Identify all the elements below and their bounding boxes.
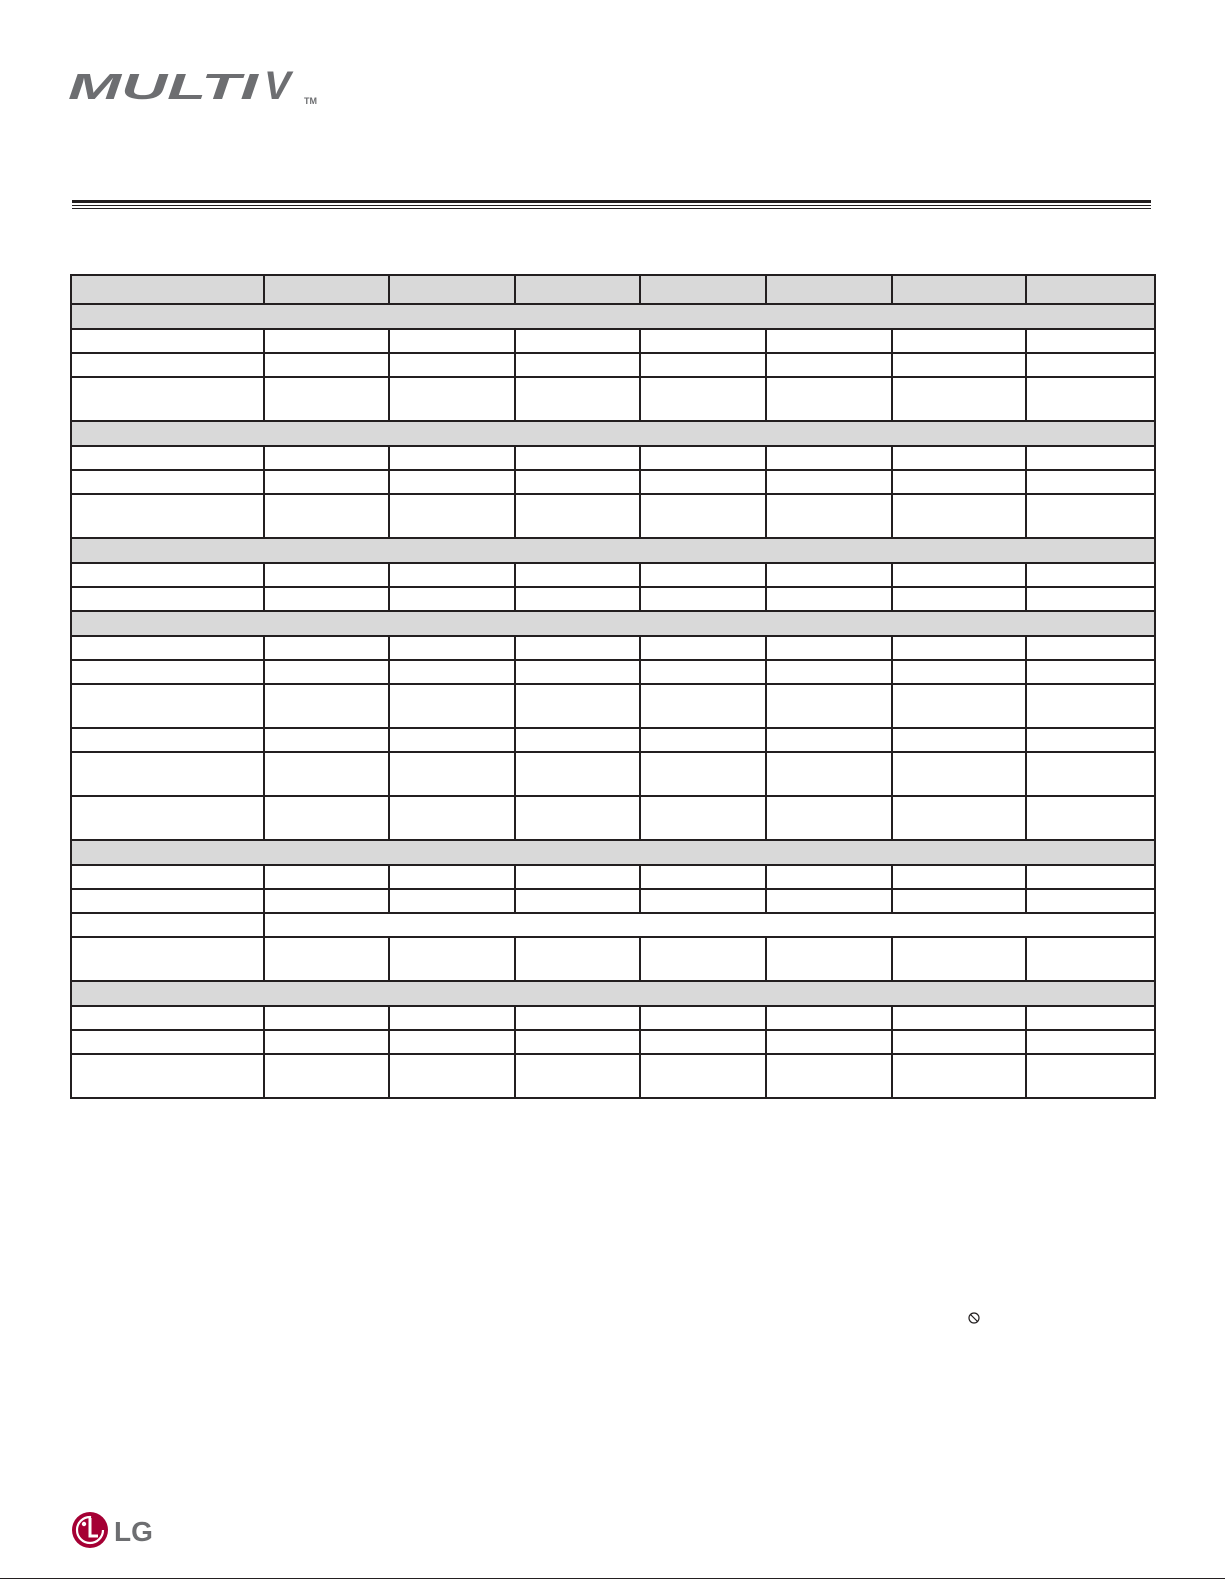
footer-rule — [0, 1578, 1225, 1579]
table-cell — [640, 752, 766, 796]
table-cell — [264, 728, 389, 752]
table-cell — [892, 563, 1026, 587]
table-cell — [766, 889, 891, 913]
table-cell — [892, 494, 1026, 538]
table-cell — [264, 889, 389, 913]
table-section-cell — [71, 611, 1155, 636]
table-cell — [766, 329, 891, 353]
table-cell — [71, 377, 264, 421]
specification-table — [70, 274, 1156, 1099]
table-cell — [389, 865, 515, 889]
table-cell — [640, 796, 766, 840]
table-cell — [71, 587, 264, 611]
table-cell — [515, 329, 640, 353]
table-section-cell — [71, 421, 1155, 446]
table-cell — [766, 494, 891, 538]
table-cell — [640, 728, 766, 752]
table-merged-cell — [264, 913, 1155, 937]
table-cell — [1026, 329, 1155, 353]
table-cell — [1026, 1006, 1155, 1030]
svg-text:MULTI: MULTI — [68, 66, 260, 106]
table-cell — [766, 660, 891, 684]
table-cell — [640, 865, 766, 889]
table-cell — [892, 937, 1026, 981]
table-cell — [264, 470, 389, 494]
table-row — [71, 470, 1155, 494]
table-cell — [389, 563, 515, 587]
table-cell — [1026, 796, 1155, 840]
table-cell — [389, 587, 515, 611]
table-cell — [389, 353, 515, 377]
table-header-cell — [389, 275, 515, 304]
table-cell — [389, 1006, 515, 1030]
table-cell — [766, 587, 891, 611]
table-cell — [640, 937, 766, 981]
table-cell — [389, 494, 515, 538]
table-header-cell — [515, 275, 640, 304]
header-rule — [72, 205, 1151, 206]
table-cell — [71, 684, 264, 728]
table-cell — [640, 636, 766, 660]
table-cell — [892, 1054, 1026, 1098]
table-section-cell — [71, 840, 1155, 865]
table-cell — [892, 636, 1026, 660]
svg-text:LG: LG — [114, 1516, 153, 1547]
table-section-cell — [71, 538, 1155, 563]
table-cell — [766, 377, 891, 421]
table-cell — [264, 796, 389, 840]
table-cell — [1026, 937, 1155, 981]
table-row — [71, 1030, 1155, 1054]
table-row — [71, 563, 1155, 587]
table-cell — [71, 353, 264, 377]
table-cell — [766, 728, 891, 752]
table-cell — [71, 937, 264, 981]
table-section-row — [71, 538, 1155, 563]
table-cell — [389, 752, 515, 796]
table-row — [71, 1054, 1155, 1098]
table-cell — [71, 1006, 264, 1030]
table-row — [71, 684, 1155, 728]
table-cell — [515, 684, 640, 728]
multi-v-logo — [68, 66, 324, 106]
table-cell — [515, 728, 640, 752]
table-cell — [640, 353, 766, 377]
table-cell — [1026, 494, 1155, 538]
table-cell — [1026, 865, 1155, 889]
table-cell — [892, 684, 1026, 728]
table-cell — [1026, 728, 1155, 752]
table-cell — [389, 446, 515, 470]
table-cell — [515, 587, 640, 611]
table-cell — [264, 1030, 389, 1054]
table-cell — [71, 636, 264, 660]
table-cell — [71, 796, 264, 840]
table-cell — [640, 660, 766, 684]
table-row — [71, 353, 1155, 377]
table-cell — [892, 889, 1026, 913]
table-cell — [71, 889, 264, 913]
table-cell — [892, 353, 1026, 377]
table-cell — [515, 865, 640, 889]
table-cell — [640, 563, 766, 587]
table-cell — [766, 796, 891, 840]
table-cell — [264, 587, 389, 611]
table-cell — [389, 796, 515, 840]
table-header-cell — [892, 275, 1026, 304]
table-cell — [892, 865, 1026, 889]
table-cell — [515, 446, 640, 470]
table-cell — [71, 563, 264, 587]
table-cell — [640, 587, 766, 611]
table-row — [71, 937, 1155, 981]
table-cell — [892, 728, 1026, 752]
table-cell — [640, 329, 766, 353]
table-cell — [1026, 1054, 1155, 1098]
table-cell — [640, 1006, 766, 1030]
table-cell — [515, 353, 640, 377]
table-cell — [264, 494, 389, 538]
table-cell — [892, 796, 1026, 840]
table-cell — [515, 470, 640, 494]
table-cell — [640, 494, 766, 538]
table-cell — [264, 563, 389, 587]
table-header-cell — [71, 275, 264, 304]
table-cell — [640, 1030, 766, 1054]
header-rule — [72, 208, 1151, 209]
table-cell — [515, 494, 640, 538]
table-cell — [264, 1054, 389, 1098]
table-cell — [1026, 684, 1155, 728]
table-section-row — [71, 421, 1155, 446]
table-cell — [892, 470, 1026, 494]
table-cell — [71, 913, 264, 937]
table-cell — [515, 889, 640, 913]
table-cell — [389, 329, 515, 353]
table-cell — [892, 446, 1026, 470]
table-cell — [766, 563, 891, 587]
table-section-row — [71, 981, 1155, 1006]
table-cell — [1026, 889, 1155, 913]
table-cell — [892, 329, 1026, 353]
svg-text:V: V — [264, 66, 291, 106]
table-cell — [766, 684, 891, 728]
table-cell — [1026, 587, 1155, 611]
table-cell — [640, 684, 766, 728]
table-cell — [71, 728, 264, 752]
table-row — [71, 865, 1155, 889]
table-cell — [389, 684, 515, 728]
table-header-cell — [1026, 275, 1155, 304]
table-cell — [515, 1030, 640, 1054]
table-cell — [71, 752, 264, 796]
table-cell — [389, 377, 515, 421]
table-cell — [71, 329, 264, 353]
table-row — [71, 660, 1155, 684]
table-cell — [515, 377, 640, 421]
table-cell — [766, 1054, 891, 1098]
table-row — [71, 913, 1155, 937]
table-cell — [515, 1006, 640, 1030]
table-cell — [71, 494, 264, 538]
table-cell — [389, 636, 515, 660]
table-cell — [264, 446, 389, 470]
table-cell — [389, 1030, 515, 1054]
table-cell — [1026, 446, 1155, 470]
table-section-cell — [71, 304, 1155, 329]
table-cell — [766, 636, 891, 660]
table-header-cell — [766, 275, 891, 304]
table-cell — [264, 353, 389, 377]
table-cell — [71, 865, 264, 889]
table-cell — [640, 1054, 766, 1098]
table-cell — [1026, 470, 1155, 494]
table-row — [71, 494, 1155, 538]
table-cell — [264, 377, 389, 421]
round-symbol-icon — [968, 1311, 980, 1323]
table-cell — [389, 1054, 515, 1098]
table-row — [71, 587, 1155, 611]
table-cell — [71, 660, 264, 684]
table-cell — [892, 1006, 1026, 1030]
table-header-cell — [640, 275, 766, 304]
table-cell — [515, 660, 640, 684]
svg-text:TM: TM — [304, 96, 317, 106]
table-section-cell — [71, 981, 1155, 1006]
table-row — [71, 377, 1155, 421]
table-cell — [264, 660, 389, 684]
table-cell — [892, 587, 1026, 611]
table-cell — [766, 1030, 891, 1054]
table-cell — [766, 353, 891, 377]
table-row — [71, 636, 1155, 660]
table-section-row — [71, 840, 1155, 865]
table-cell — [389, 728, 515, 752]
table-cell — [515, 1054, 640, 1098]
table-cell — [766, 446, 891, 470]
table-cell — [71, 470, 264, 494]
table-cell — [640, 470, 766, 494]
table-row — [71, 1006, 1155, 1030]
table-cell — [892, 1030, 1026, 1054]
table-cell — [1026, 660, 1155, 684]
table-cell — [640, 377, 766, 421]
table-cell — [766, 752, 891, 796]
table-cell — [640, 446, 766, 470]
table-section-row — [71, 611, 1155, 636]
table-cell — [892, 377, 1026, 421]
table-cell — [264, 329, 389, 353]
table-header-row — [71, 275, 1155, 304]
table-cell — [1026, 636, 1155, 660]
table-cell — [71, 1030, 264, 1054]
table-cell — [766, 865, 891, 889]
table-cell — [1026, 752, 1155, 796]
table-cell — [515, 563, 640, 587]
table-cell — [389, 937, 515, 981]
table-cell — [766, 937, 891, 981]
table-row — [71, 329, 1155, 353]
table-cell — [766, 470, 891, 494]
table-cell — [515, 796, 640, 840]
table-cell — [389, 470, 515, 494]
header-rule — [72, 200, 1151, 203]
table-cell — [1026, 563, 1155, 587]
table-cell — [515, 636, 640, 660]
table-cell — [515, 937, 640, 981]
table-cell — [264, 937, 389, 981]
table-cell — [1026, 1030, 1155, 1054]
lg-logo — [70, 1509, 160, 1551]
table-row — [71, 446, 1155, 470]
table-cell — [264, 752, 389, 796]
table-row — [71, 728, 1155, 752]
table-cell — [264, 684, 389, 728]
table-cell — [389, 889, 515, 913]
table-cell — [71, 446, 264, 470]
table-row — [71, 752, 1155, 796]
table-cell — [264, 865, 389, 889]
table-section-row — [71, 304, 1155, 329]
table-cell — [515, 752, 640, 796]
table-row — [71, 796, 1155, 840]
table-cell — [389, 660, 515, 684]
table-cell — [1026, 353, 1155, 377]
table-cell — [264, 636, 389, 660]
table-cell — [640, 889, 766, 913]
table-cell — [892, 752, 1026, 796]
table-row — [71, 889, 1155, 913]
table-cell — [766, 1006, 891, 1030]
table-cell — [71, 1054, 264, 1098]
table-cell — [892, 660, 1026, 684]
table-cell — [1026, 377, 1155, 421]
table-cell — [264, 1006, 389, 1030]
table-header-cell — [264, 275, 389, 304]
